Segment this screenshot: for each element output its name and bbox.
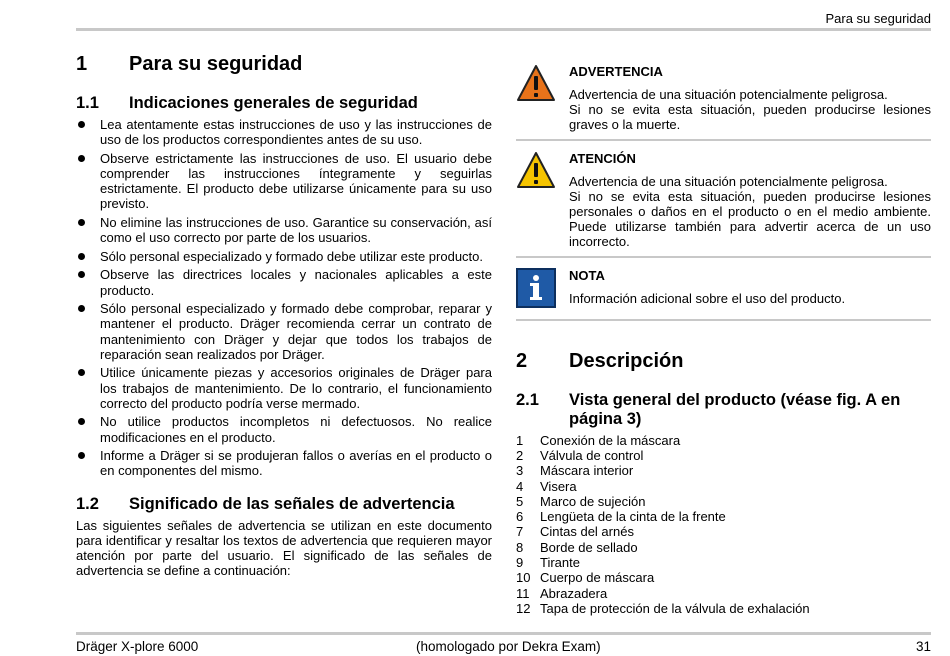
warning-signals-intro: Las siguientes señales de advertencia se utilizan en este documento para identificar y resaltar los textos de advertencia que requieren mayor atención por parte del usuario. El significado de las señales de advertencia se define a continuación: (76, 517, 492, 579)
running-head: Para su seguridad (825, 11, 931, 26)
signal-title: ATENCIÓN (569, 150, 636, 166)
list-item: Sólo personal especializado y formado debe comprobar, reparar y mantener el producto. Dräger recomienda cerrar un contrato de mantenimiento con Dräger y dejar que todos los trabajos de reparación sean realizados por Dräger. (76, 301, 492, 362)
right-column (516, 60, 931, 616)
warning-triangle-orange-icon (516, 64, 556, 102)
section-title: Descripción (569, 349, 684, 372)
section-2-heading (516, 347, 931, 375)
list-item: 11 Abrazadera (516, 585, 608, 601)
signal-nota (516, 264, 931, 321)
list-item: 2 Válvula de control (516, 447, 644, 463)
footer-product: Dräger X-plore 6000 (76, 639, 199, 654)
subsection-number: 2.1 (516, 390, 539, 409)
bullet-dot-icon (78, 155, 85, 162)
bullet-dot-icon (78, 305, 85, 312)
list-item: Observe estrictamente las instrucciones de uso. El usuario debe comprender las instrucciones íntegramente y seguirlas estrictamente. El producto debe utilizarse únicamente para su uso previsto. (76, 151, 492, 212)
list-item: No utilice productos incompletos ni defectuosos. No realice modificaciones en el producto. (76, 414, 492, 444)
signal-text: Si no se evita esta situación, pueden producirse lesiones personales o daños en el producto o en el medio ambiente. Puede utilizarse también para advertir acerca de un uso incorrecto. (569, 188, 931, 250)
list-item: 8 Borde de sellado (516, 539, 638, 555)
subsection-1-2-heading (76, 495, 492, 514)
header-rule (76, 28, 931, 31)
signal-text: Advertencia de una situación potencialmente peligrosa. (569, 173, 888, 189)
list-item: 12 Tapa de protección de la válvula de exhalación (516, 600, 810, 616)
signal-title: ADVERTENCIA (569, 64, 663, 79)
list-item: Sólo personal especializado y formado debe utilizar este producto. (76, 249, 492, 264)
subsection-number: 1.2 (76, 494, 99, 513)
signal-text: Si no se evita esta situación, pueden producirse lesiones graves o la muerte. (569, 102, 931, 133)
list-item: 7 Cintas del arnés (516, 524, 634, 540)
subsection-1-1-heading (76, 94, 492, 113)
list-item: Utilice únicamente piezas y accesorios originales de Dräger para los trabajos de mantenimiento. De lo contrario, el funcionamiento correcto del producto podría verse mermado. (76, 365, 492, 411)
page-number: 31 (915, 639, 931, 654)
list-item: 6 Lengüeta de la cinta de la frente (516, 509, 726, 525)
bullet-dot-icon (78, 219, 85, 226)
subsection-title: Significado de las señales de advertencia (129, 494, 455, 513)
signal-title: NOTA (569, 267, 605, 283)
info-square-blue-icon (516, 268, 556, 308)
footer-approval: (homologado por Dekra Exam) (416, 639, 601, 654)
bullet-dot-icon (78, 253, 85, 260)
signal-text: Información adicional sobre el uso del producto. (569, 290, 846, 306)
bullet-dot-icon (78, 271, 85, 278)
signal-advertencia (516, 60, 931, 141)
list-item: 5 Marco de sujeción (516, 493, 646, 509)
signal-text: Advertencia de una situación potencialmente peligrosa. (569, 87, 888, 102)
list-item: Informe a Dräger si se produjeran fallos o averías en el producto o en componentes del mismo. (76, 448, 492, 478)
subsection-title: Vista general del producto (véase fig. A en página 3) (569, 390, 901, 428)
subsection-number: 1.1 (76, 94, 99, 112)
list-item: 10 Cuerpo de máscara (516, 570, 655, 586)
list-item: 9 Tirante (516, 555, 580, 570)
caution-triangle-yellow-icon (516, 151, 556, 189)
signal-atencion (516, 147, 931, 258)
section-title: Para su seguridad (129, 53, 303, 75)
list-item: Lea atentamente estas instrucciones de uso y las instrucciones de uso de los productos correspondientes antes de su uso. (76, 117, 492, 147)
left-column (76, 50, 492, 578)
list-item: 4 Visera (516, 478, 577, 494)
bullet-dot-icon (78, 369, 85, 376)
section-number: 2 (516, 349, 528, 372)
list-item: No elimine las instrucciones de uso. Garantice su conservación, así como el uso correcto por parte de los usuarios. (76, 215, 492, 245)
section-1-heading (76, 50, 492, 78)
section-number: 1 (76, 53, 88, 75)
bullet-dot-icon (78, 452, 85, 459)
list-item: 3 Máscara interior (516, 463, 634, 479)
list-item: Observe las directrices locales y nacionales aplicables a este producto. (76, 267, 492, 297)
subsection-2-1-heading (516, 391, 931, 429)
safety-bullet-list (76, 117, 492, 479)
bullet-dot-icon (78, 418, 85, 425)
footer-rule (76, 632, 931, 635)
parts-list (516, 433, 931, 617)
subsection-title: Indicaciones generales de seguridad (129, 94, 418, 112)
list-item: 1 Conexión de la máscara (516, 432, 681, 448)
bullet-dot-icon (78, 121, 85, 128)
